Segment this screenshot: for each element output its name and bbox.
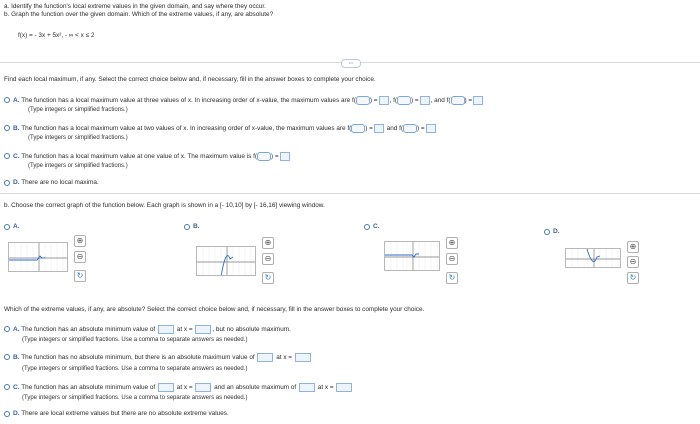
graph-c-plot — [385, 242, 440, 271]
question-part-a: a. Identify the function's local extreme values in the given domain, and say where they occur. — [4, 3, 266, 10]
radio-local-max-a[interactable] — [4, 97, 10, 103]
option-text: The function has a local maximum value at three values of x. In increasing order of x-value, the maximum values are f( — [21, 97, 356, 105]
x-input-3[interactable] — [451, 96, 465, 105]
local-max-prompt: Find each local maximum, if any. Select the correct choice below and, if necessary, fill in the answer boxes to complete your choice. — [4, 76, 376, 83]
max-x-input[interactable] — [295, 353, 311, 362]
graph-d-plot — [566, 249, 621, 268]
hint-text: (Type integers or simplified fractions.) — [28, 135, 128, 141]
option-letter: D. — [13, 179, 20, 186]
zoom-in-icon[interactable]: ⊕ — [262, 237, 274, 249]
radio-graph-a[interactable] — [4, 224, 10, 230]
min-x-input[interactable] — [195, 383, 211, 392]
hint-text: (Type integers or simplified fractions. Use a comma to separate answers as needed.) — [22, 395, 248, 401]
radio-graph-c[interactable] — [364, 224, 370, 230]
x-input-2[interactable] — [403, 124, 417, 133]
value-input-1[interactable] — [280, 152, 290, 161]
zoom-in-icon[interactable]: ⊕ — [627, 241, 639, 253]
local-max-option-a: A. The function has a local maximum value at three values of x. In increasing order of x-value, the maximum values are f( ) = , f( ) = , and f( ) = — [13, 96, 484, 105]
hint-text: (Type integers or simplified fractions.) — [28, 163, 128, 169]
value-input-3[interactable] — [473, 96, 483, 105]
option-letter: B. — [13, 125, 20, 133]
option-text: at x = — [317, 384, 334, 392]
value-input-2[interactable] — [426, 124, 436, 133]
graph-c[interactable] — [384, 241, 440, 271]
option-text: The function has an absolute minimum value of — [21, 326, 156, 334]
reset-view-icon[interactable]: ↻ — [74, 270, 86, 282]
graph-option-c-label: C. — [373, 223, 380, 230]
radio-absolute-b[interactable] — [4, 354, 10, 360]
option-letter: A. — [13, 326, 20, 334]
graph-d[interactable] — [565, 248, 621, 268]
local-max-option-b: B. The function has a local maximum value at two values of x. In increasing order of x-value, the maximum values are f( ) = and f( ) = — [13, 124, 437, 133]
hint-text: (Type integers or simplified fractions.) — [28, 107, 128, 113]
local-max-option-d — [13, 179, 99, 187]
zoom-out-icon[interactable]: ⊖ — [262, 253, 274, 265]
radio-graph-b[interactable] — [184, 224, 190, 230]
option-text: The function has a local maximum value at one value of x. The maximum value is f( — [21, 153, 257, 161]
graph-b-plot — [197, 247, 256, 276]
function-definition: f(x) = - 3x + 5x², - ∞ < x ≤ 2 — [18, 32, 95, 39]
zoom-out-icon[interactable]: ⊖ — [74, 251, 86, 263]
absolute-option-a — [13, 325, 291, 334]
max-value-input[interactable] — [257, 353, 273, 362]
divider — [0, 193, 700, 194]
option-letter: B. — [13, 354, 20, 362]
graph-prompt: b. Choose the correct graph of the function below. Each graph is shown in a [- 10,10] by [- 16,16] viewing window. — [4, 202, 325, 209]
question-part-b: b. Graph the function over the given domain. Which of the extreme values, if any, are absolute? — [4, 11, 274, 18]
option-text: The function has a local maximum value at two values of x. In increasing order of x-value, the maximum values are f( — [21, 125, 352, 133]
radio-local-max-d[interactable] — [4, 180, 10, 186]
reset-view-icon[interactable]: ↻ — [446, 272, 458, 284]
radio-local-max-c[interactable] — [4, 153, 10, 159]
min-value-input[interactable] — [158, 325, 174, 334]
zoom-in-icon[interactable]: ⊕ — [74, 235, 86, 247]
radio-absolute-c[interactable] — [4, 384, 10, 390]
x-input-1[interactable] — [356, 96, 370, 105]
option-text: There are no local maxima. — [21, 179, 99, 186]
reset-view-icon[interactable]: ↻ — [627, 272, 639, 284]
min-value-input[interactable] — [158, 383, 174, 392]
radio-absolute-d[interactable] — [4, 411, 10, 417]
x-input-2[interactable] — [397, 96, 411, 105]
radio-graph-d[interactable] — [544, 229, 550, 235]
option-text: and an absolute maximum of — [214, 384, 297, 392]
option-text: There are local extreme values but there are no absolute extreme values. — [21, 410, 229, 417]
absolute-option-d — [13, 410, 229, 418]
x-input-1[interactable] — [351, 124, 365, 133]
value-input-1[interactable] — [374, 124, 384, 133]
option-text: , but no absolute maximum. — [212, 326, 291, 334]
zoom-out-icon[interactable]: ⊖ — [446, 253, 458, 265]
expand-handle[interactable]: ••• — [341, 59, 361, 68]
option-text: at x = — [176, 326, 193, 334]
local-max-option-c: C. The function has a local maximum value at one value of x. The maximum value is f( ) = — [13, 152, 291, 161]
x-input-1[interactable] — [257, 152, 271, 161]
option-text: at x = — [276, 354, 293, 362]
radio-absolute-a[interactable] — [4, 326, 10, 332]
absolute-option-c — [13, 383, 353, 392]
option-letter: C. — [13, 153, 20, 161]
option-text: The function has no absolute minimum, but there is an absolute maximum value of — [21, 354, 255, 362]
option-letter: D. — [13, 410, 20, 417]
value-input-1[interactable] — [379, 96, 389, 105]
max-x-input[interactable] — [336, 383, 352, 392]
option-text: The function has an absolute minimum value of — [21, 384, 156, 392]
graph-a[interactable] — [8, 242, 68, 272]
graph-option-b-label: B. — [193, 223, 200, 230]
graph-a-plot — [9, 243, 68, 272]
graph-b[interactable] — [196, 246, 256, 276]
max-value-input[interactable] — [299, 383, 315, 392]
option-text: at x = — [176, 384, 193, 392]
option-letter: C. — [13, 384, 20, 392]
min-x-input[interactable] — [195, 325, 211, 334]
hint-text: (Type integers or simplified fractions. Use a comma to separate answers as needed.) — [22, 337, 248, 343]
reset-view-icon[interactable]: ↻ — [262, 272, 274, 284]
zoom-out-icon[interactable]: ⊖ — [627, 256, 639, 268]
hint-text: (Type integers or simplified fractions. Use a comma to separate answers as needed.) — [22, 366, 248, 372]
zoom-in-icon[interactable]: ⊕ — [446, 237, 458, 249]
option-letter: A. — [13, 97, 20, 105]
value-input-2[interactable] — [420, 96, 430, 105]
graph-option-d-label: D. — [553, 228, 560, 235]
absolute-option-b — [13, 353, 312, 362]
radio-local-max-b[interactable] — [4, 125, 10, 131]
graph-option-a-label: A. — [13, 223, 20, 230]
absolute-extrema-prompt: Which of the extreme values, if any, are absolute? Select the correct choice below and, if necessary, fill in the answer boxes to complete your choice. — [4, 306, 425, 313]
